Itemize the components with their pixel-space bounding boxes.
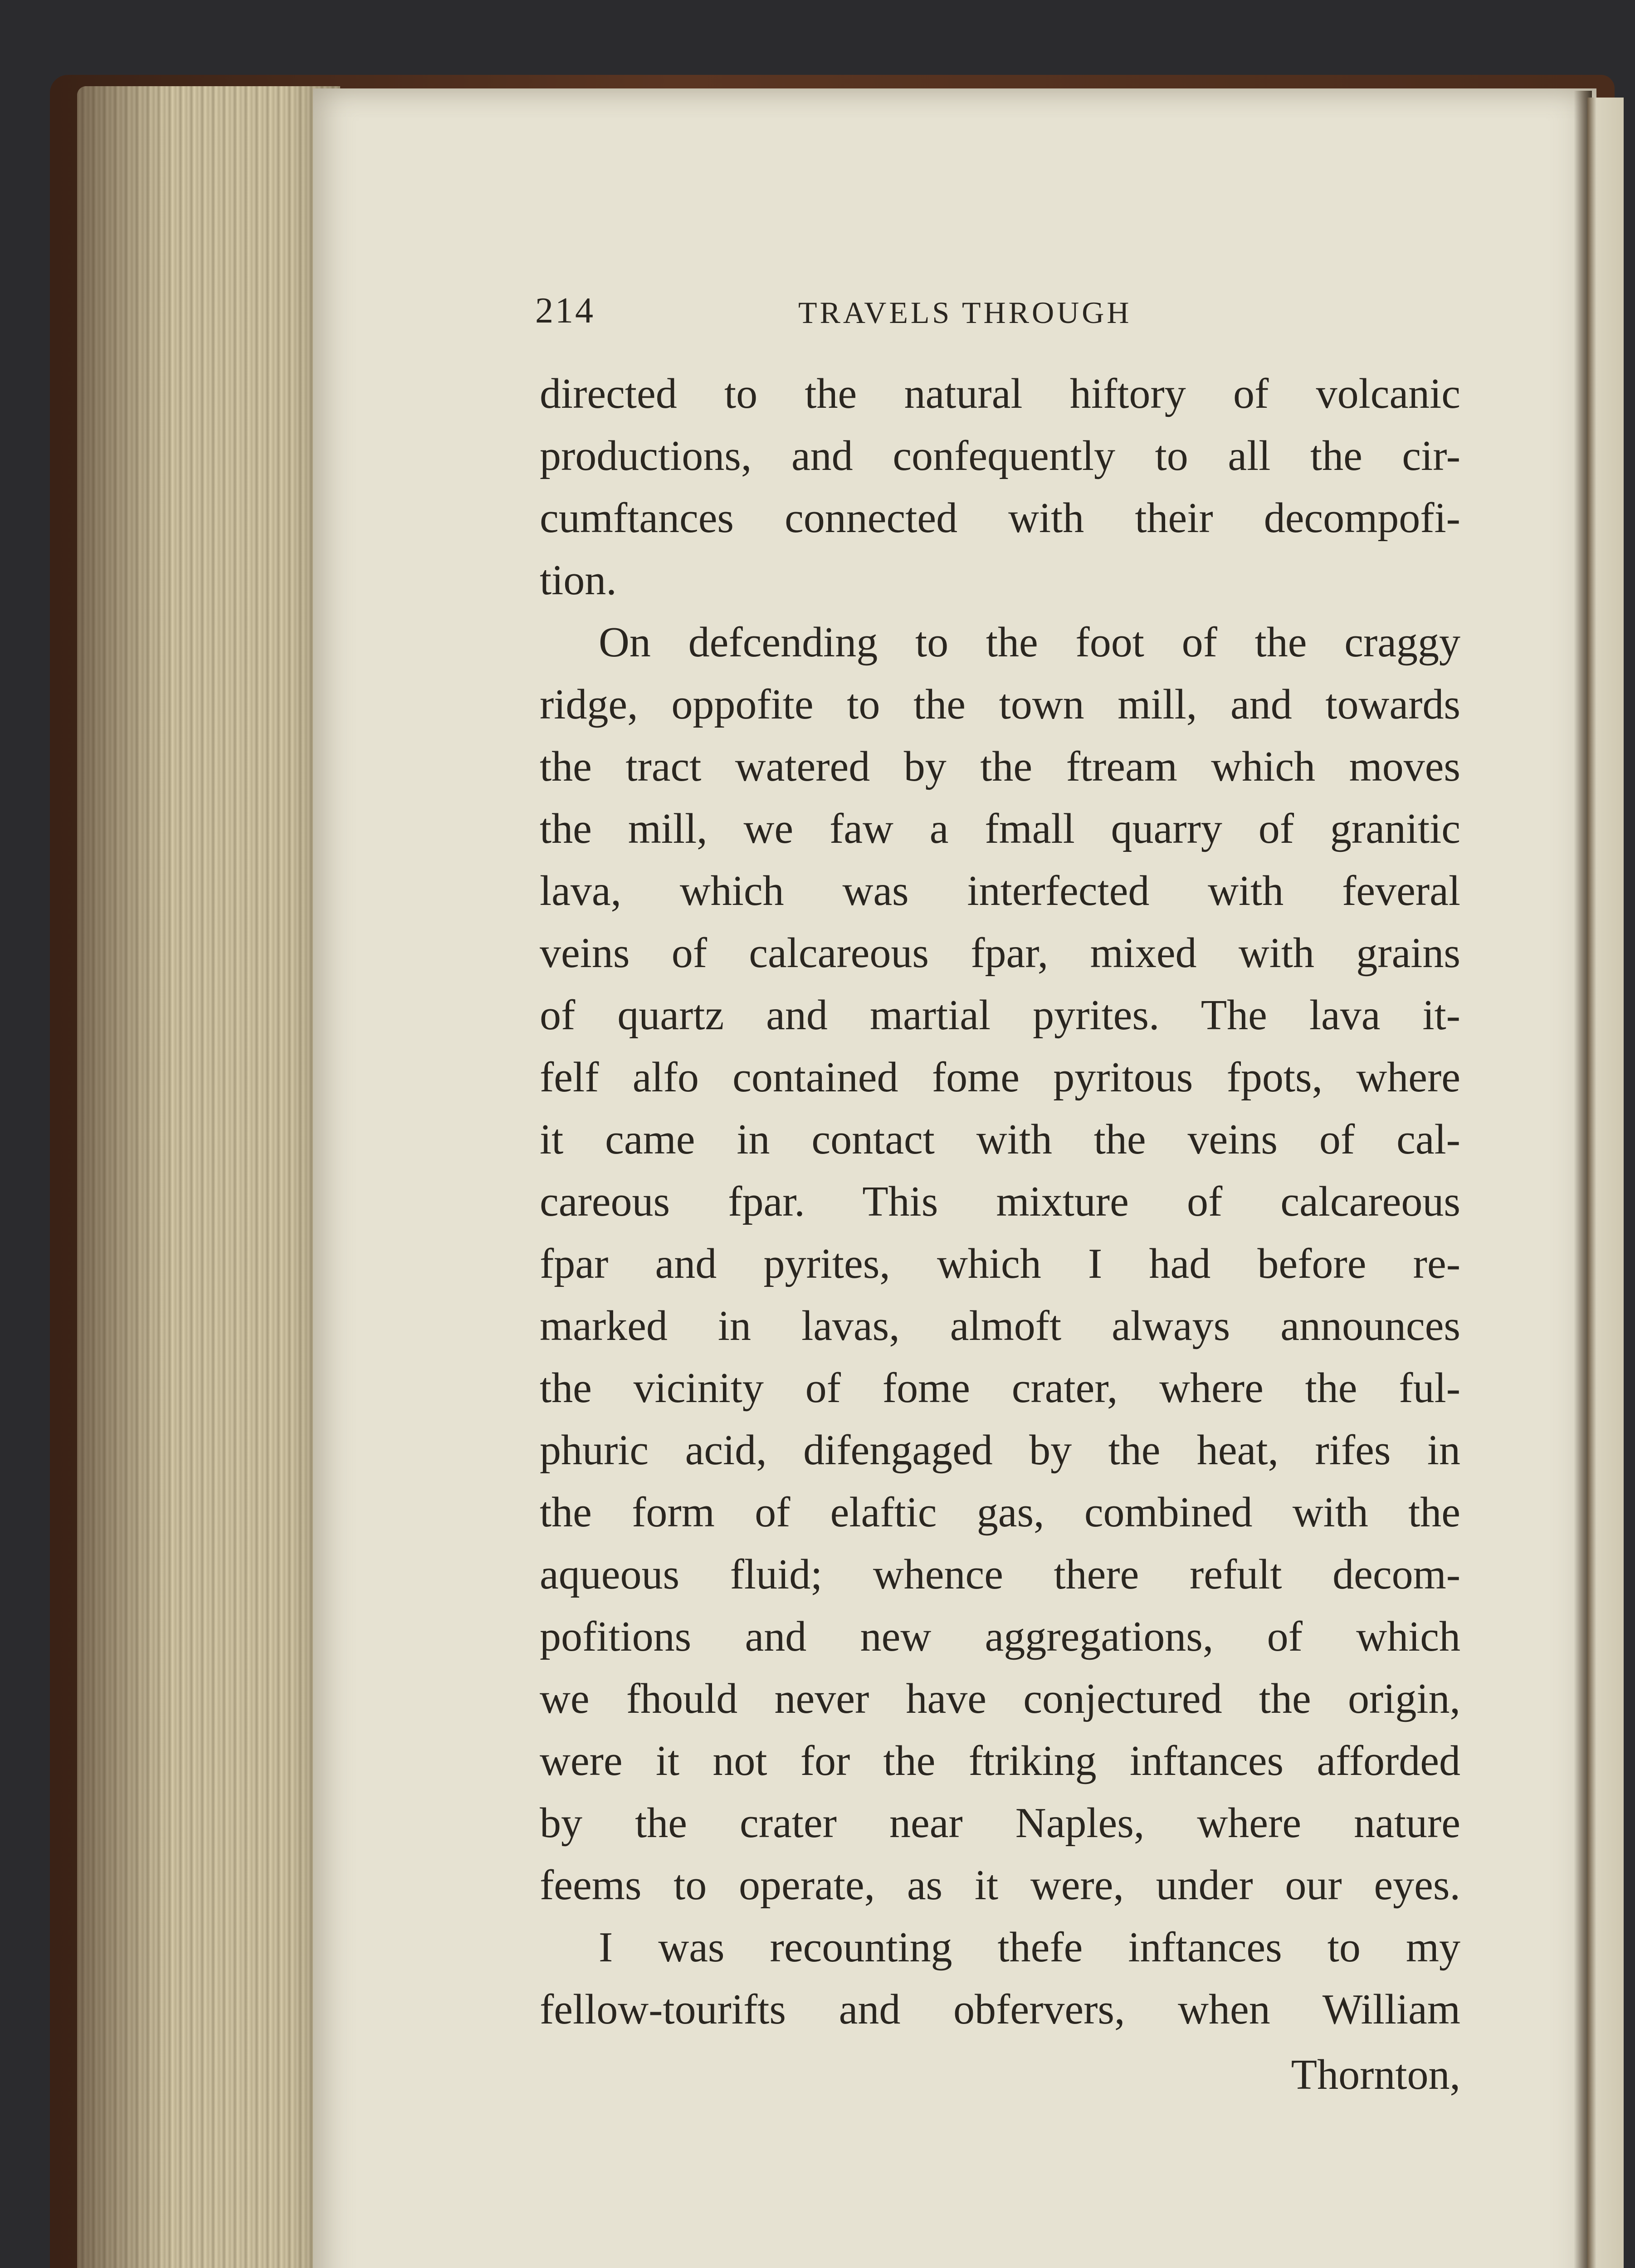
text-line: the vicinity of fome crater, where the ful- — [540, 1364, 1460, 1412]
text-line: it came in contact with the veins of cal- — [540, 1116, 1460, 1163]
text-line: fellow-tourifts and obfervers, when William — [540, 1986, 1460, 2033]
text-line: fpar and pyrites, which I had before re- — [540, 1240, 1460, 1287]
running-head — [535, 290, 1460, 345]
text-line: we fhould never have conjectured the origin, — [540, 1675, 1460, 1722]
text-line: the mill, we faw a fmall quarry of granitic — [540, 805, 1460, 852]
text-line: the form of elaftic gas, combined with the — [540, 1489, 1460, 1536]
text-line: feems to operate, as it were, under our eyes. — [540, 1862, 1460, 1909]
text-line: productions, and confequently to all the cir- — [540, 432, 1460, 479]
text-line: veins of calcareous fpar, mixed with grains — [540, 929, 1460, 977]
text-line: careous fpar. This mixture of calcareous — [540, 1178, 1460, 1225]
text-line: marked in lavas, almoft always announces — [540, 1302, 1460, 1349]
text-line: aqueous fluid; whence there refult decom- — [540, 1551, 1460, 1598]
page-number: 214 — [535, 291, 595, 331]
text-line: of quartz and martial pyrites. The lava it- — [540, 992, 1460, 1039]
text-line: ridge, oppofite to the town mill, and towards — [540, 681, 1460, 728]
text-line: by the crater near Naples, where nature — [540, 1799, 1460, 1847]
facing-page-edge — [1587, 98, 1624, 2268]
page-edges-shadow — [77, 86, 340, 2268]
text-line: tion. — [540, 557, 617, 604]
running-title: TRAVELS THROUGH — [798, 295, 1132, 330]
text-line: cumftances connected with their decompofi- — [540, 494, 1460, 542]
text-line: pofitions and new aggregations, of which — [540, 1613, 1460, 1660]
text-line: directed to the natural hiftory of volcanic — [540, 370, 1460, 417]
catchword: Thornton, — [1291, 2051, 1460, 2098]
text-line: were it not for the ftriking inftances afforded — [540, 1737, 1460, 1784]
text-line: lava, which was interfected with feveral — [540, 867, 1460, 914]
text-line: On defcending to the foot of the craggy — [599, 619, 1460, 666]
body-text — [540, 363, 1460, 2041]
text-line: felf alfo contained fome pyritous fpots, where — [540, 1054, 1460, 1101]
text-line: the tract watered by the ftream which moves — [540, 743, 1460, 790]
text-line: phuric acid, difengaged by the heat, rifes in — [540, 1427, 1460, 1474]
text-line: I was recounting thefe inftances to my — [599, 1924, 1460, 1971]
